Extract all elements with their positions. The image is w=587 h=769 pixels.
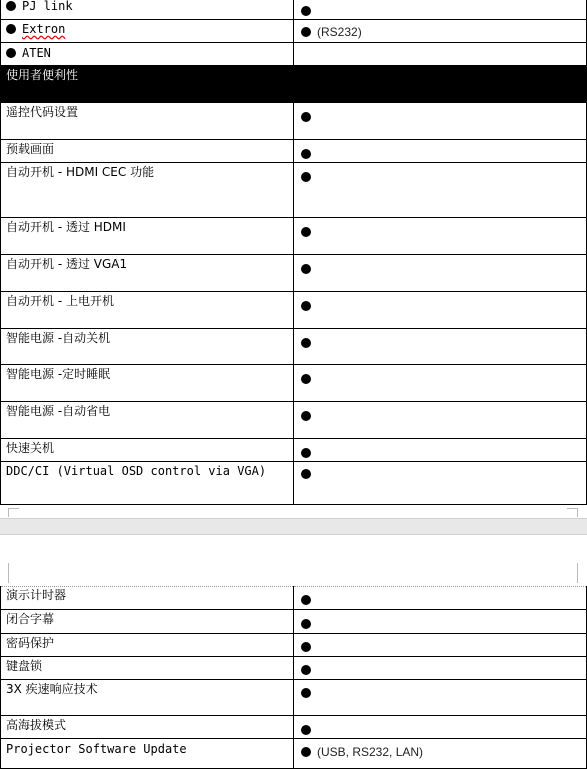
table-cell [294,0,587,20]
supported-dot-icon [301,112,311,122]
row-label: 闭合字幕 [1,610,294,634]
supported-dot-icon [301,172,311,182]
table-row [1,587,587,610]
table-row [1,365,587,402]
supported-dot-icon [301,619,311,629]
table-cell [294,103,587,140]
row-label: ATEN [22,46,51,60]
supported-dot-icon [301,227,311,237]
table-cell [294,657,587,680]
table-cell [1,20,294,43]
table-row [1,402,587,439]
supported-dot-icon [301,374,311,384]
table-row [1,255,587,292]
row-label: 自动开机 - HDMI CEC 功能 [1,163,294,218]
table-cell [294,43,587,66]
supported-dot-icon [301,27,311,37]
supported-dot-icon [301,688,311,698]
page-corner-mark [8,563,19,583]
table-row [1,462,587,505]
table-row [1,43,587,66]
table-cell [294,329,587,365]
table-cell [294,255,587,292]
table-row [1,329,587,365]
supported-dot-icon [301,595,311,605]
table-row [1,218,587,255]
table-cell [294,402,587,439]
bullet-icon [6,24,16,34]
row-label: Extron [22,22,66,36]
row-label: DDC/CI (Virtual OSD control via VGA) [1,462,294,505]
row-label: 预载画面 [1,140,294,163]
row-label: 智能电源 -自动关机 [1,329,294,365]
supported-dot-icon [301,149,311,159]
table-cell [294,739,587,769]
row-label: 3X 疾速响应技术 [1,680,294,716]
row-label: 密码保护 [1,634,294,657]
supported-dot-icon [301,301,311,311]
row-label: 演示计时器 [1,587,294,610]
table-row [1,610,587,634]
table-row [1,739,587,769]
table-cell [294,163,587,218]
row-label: Projector Software Update [1,739,294,769]
row-label: 智能电源 -自动省电 [1,402,294,439]
table-row [1,0,587,20]
table-row [1,680,587,716]
table-cell [294,66,587,103]
row-label: 键盘锁 [1,657,294,680]
page-corner-mark [567,563,578,583]
section-header: 使用者便利性 [1,66,294,103]
row-label: 自动开机 - 上电开机 [1,292,294,329]
table-row [1,439,587,462]
supported-dot-icon [301,338,311,348]
row-label: 高海拔模式 [1,716,294,739]
table-cell [294,20,587,43]
bullet-icon [6,1,16,11]
table-cell [294,462,587,505]
row-value: (RS232) [317,25,362,39]
supported-dot-icon [301,725,311,735]
row-label: 自动开机 - 透过 VGA1 [1,255,294,292]
supported-dot-icon [301,448,311,458]
supported-dot-icon [301,469,311,479]
table-cell [294,716,587,739]
row-label: 自动开机 - 透过 HDMI [1,218,294,255]
table-cell [294,365,587,402]
table-row [1,140,587,163]
supported-dot-icon [301,411,311,421]
table-cell [294,610,587,634]
table-row [1,634,587,657]
supported-dot-icon [301,642,311,652]
table-row [1,20,587,43]
table-cell [294,587,587,610]
supported-dot-icon [301,6,311,16]
table-row [1,716,587,739]
table-cell [1,43,294,66]
page-2 [0,535,587,764]
table-cell [294,680,587,716]
table-row [1,163,587,218]
page-corner-mark [8,508,19,517]
table-cell [294,218,587,255]
table-row [1,292,587,329]
table-cell [294,439,587,462]
supported-dot-icon [301,747,311,757]
section-header-row [1,66,587,103]
row-label: 智能电源 -定时睡眠 [1,365,294,402]
page-corner-mark [567,508,578,517]
row-value: (USB, RS232, LAN) [317,745,424,759]
bullet-icon [6,48,16,58]
table-cell [294,140,587,163]
page-break [0,518,587,535]
table-row [1,103,587,140]
feature-table-bottom [0,586,587,769]
table-cell [294,292,587,329]
table-row [1,657,587,680]
supported-dot-icon [301,665,311,675]
table-cell [294,634,587,657]
row-label: 遥控代码设置 [1,103,294,140]
row-label: PJ link [22,0,73,13]
supported-dot-icon [301,264,311,274]
table-cell [1,0,294,20]
row-label: 快速关机 [1,439,294,462]
